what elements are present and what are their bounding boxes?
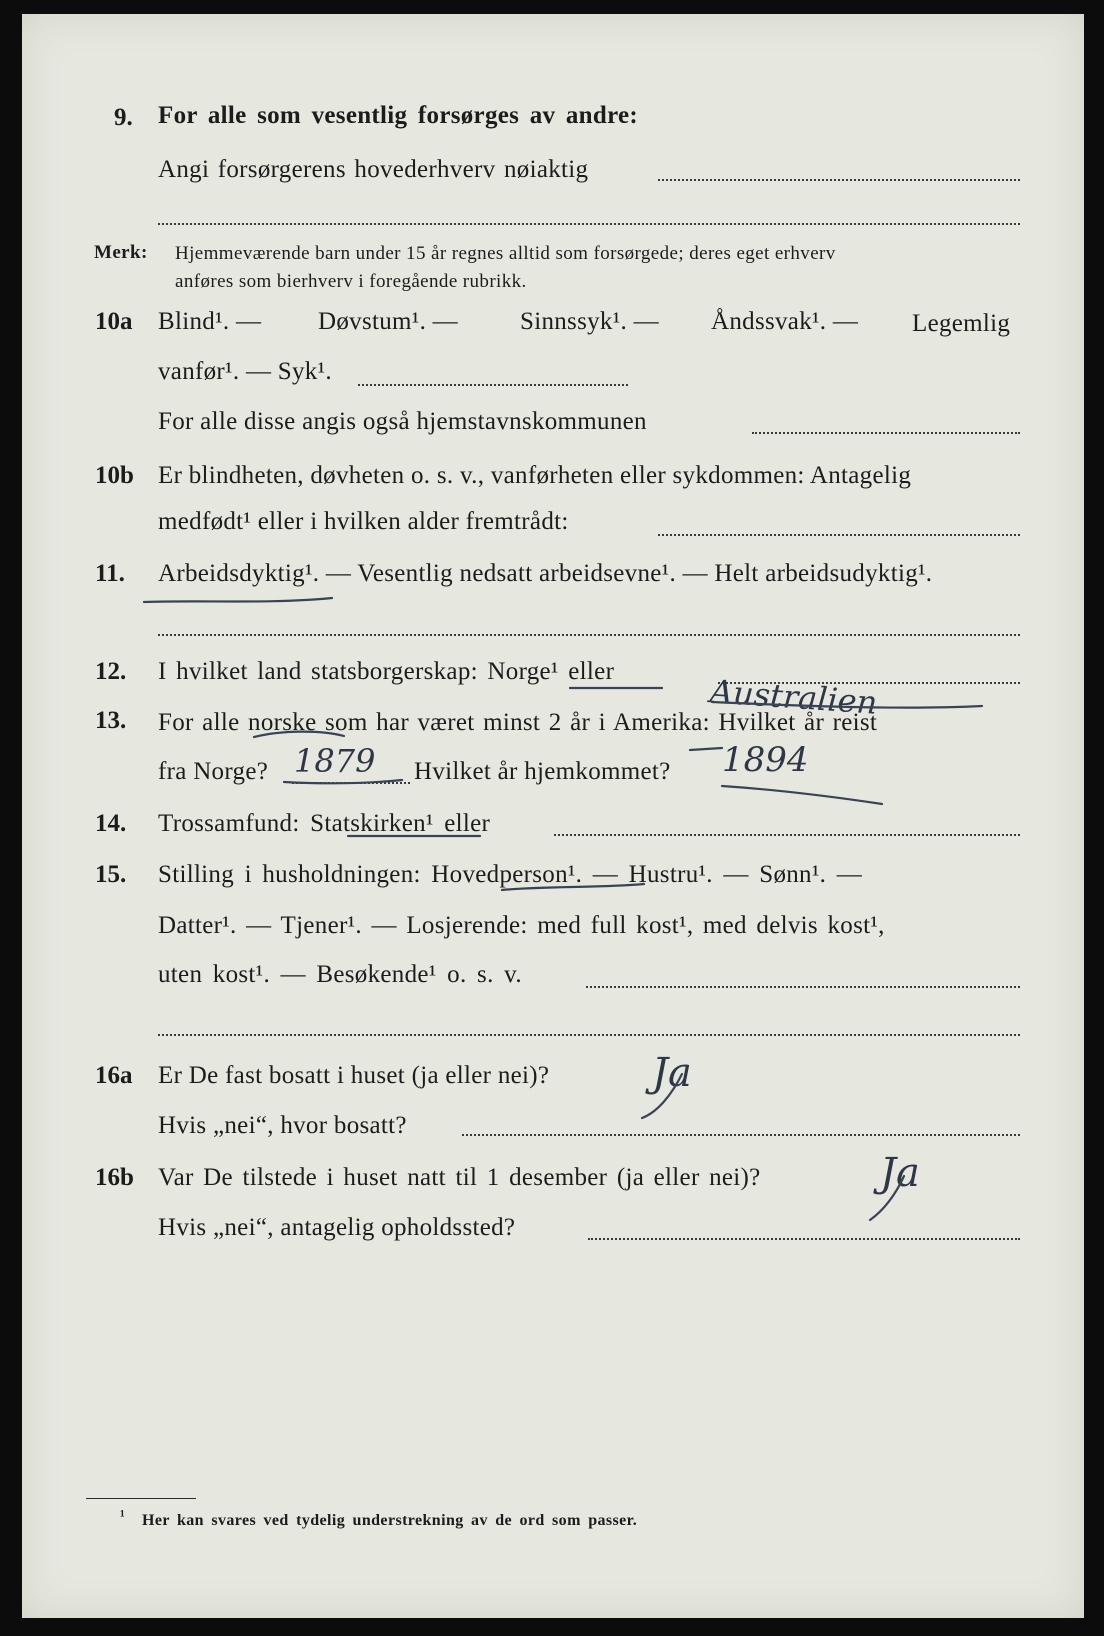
q14-number: 14. [95,810,127,837]
q13-handwritten-return: 1894 [722,740,809,780]
q11-line1: Arbeidsdyktig¹. — Vesentlig nedsatt arbeidsevne¹. — Helt arbeidsudyktig¹. [158,560,933,587]
q16b-line2: Hvis „nei“, antagelig opholdssted? [158,1214,516,1241]
q13-line2a: fra Norge? [158,758,269,785]
q12-line1: I hvilket land statsborgerskap: Norge¹ eller [158,658,615,685]
handwritten-strokes [22,14,1084,1618]
q12-handwritten-answer: Australien [708,672,879,722]
footnote-mark: ¹ [120,1508,126,1525]
q16b-line1: Var De tilstede i huset natt til 1 desember (ja eller nei)? [158,1164,761,1191]
q10a-dovstum: Døvstum¹. — [318,308,458,335]
q13-handwritten-left: 1879 [294,742,376,780]
q15-number: 15. [95,861,127,888]
q16a-handwritten-answer: Ja [652,1050,692,1096]
q11-number: 11. [95,560,125,587]
q13-number: 13. [95,707,127,734]
q10a-andssvak: Åndssvak¹. — [711,308,859,335]
q10b-line2: medfødt¹ eller i hvilken alder fremtrådt: [158,508,569,535]
stroke-ja-16a [642,1074,682,1118]
q16b-handwritten-answer: Ja [880,1150,920,1196]
q13-line1: For alle norske som har været minst 2 år i Amerika: Hvilket år reist [158,709,878,736]
q10a-number: 10a [95,308,133,335]
underline-hovedperson [502,884,644,890]
q9-line2: Angi forsørgerens hovederhverv nøiaktig [158,156,589,183]
stroke-1879 [284,780,402,783]
q12-number: 12. [95,658,127,685]
q10a-sinnssyk: Sinnssyk¹. — [520,308,659,335]
underline-australien [712,702,982,708]
underline-arbeidsdyktig [144,598,332,602]
q14-line1: Trossamfund: Statskirken¹ eller [158,810,491,837]
q13-line2b: Hvilket år hjemkommet? [414,758,671,785]
note-line2: anføres som bierhverv i foregående rubrikk. [175,271,527,292]
underline-amerika [690,748,722,750]
q9-line1: For alle som vesentlig forsørges av andre: [158,102,639,129]
q10a-line2: vanfør¹. — Syk¹. [158,358,332,385]
q16a-line2: Hvis „nei“, hvor bosatt? [158,1112,407,1139]
q10b-number: 10b [95,462,134,489]
census-form-page [22,14,1084,1618]
q15-line3: uten kost¹. — Besøkende¹ o. s. v. [158,961,522,988]
q15-line2: Datter¹. — Tjener¹. — Losjerende: med full kost¹, med delvis kost¹, [158,912,885,939]
q10b-line1: Er blindheten, døvheten o. s. v., vanførheten eller sykdommen: Antagelig [158,462,912,489]
stroke-1894 [722,786,882,804]
q16a-line1: Er De fast bosatt i huset (ja eller nei)? [158,1062,550,1089]
stroke-ja-16b [870,1176,904,1220]
underline-norske [254,732,344,737]
footnote-text: Her kan svares ved tydelig understrekning av de ord som passer. [142,1512,638,1529]
q9-number: 9. [114,104,133,131]
q16a-number: 16a [95,1062,133,1089]
note-label: Merk: [94,242,148,263]
q10a-blind: Blind¹. — [158,308,262,335]
note-line1: Hjemmeværende barn under 15 år regnes alltid som forsørgede; deres eget erhverv [175,243,836,264]
q10a-line3: For alle disse angis også hjemstavnskommunen [158,408,647,435]
q15-line1: Stilling i husholdningen: Hovedperson¹. — Hustru¹. — Sønn¹. — [158,861,863,888]
q16b-number: 16b [95,1164,134,1191]
q10a-legemlig: Legemlig [912,310,1011,337]
